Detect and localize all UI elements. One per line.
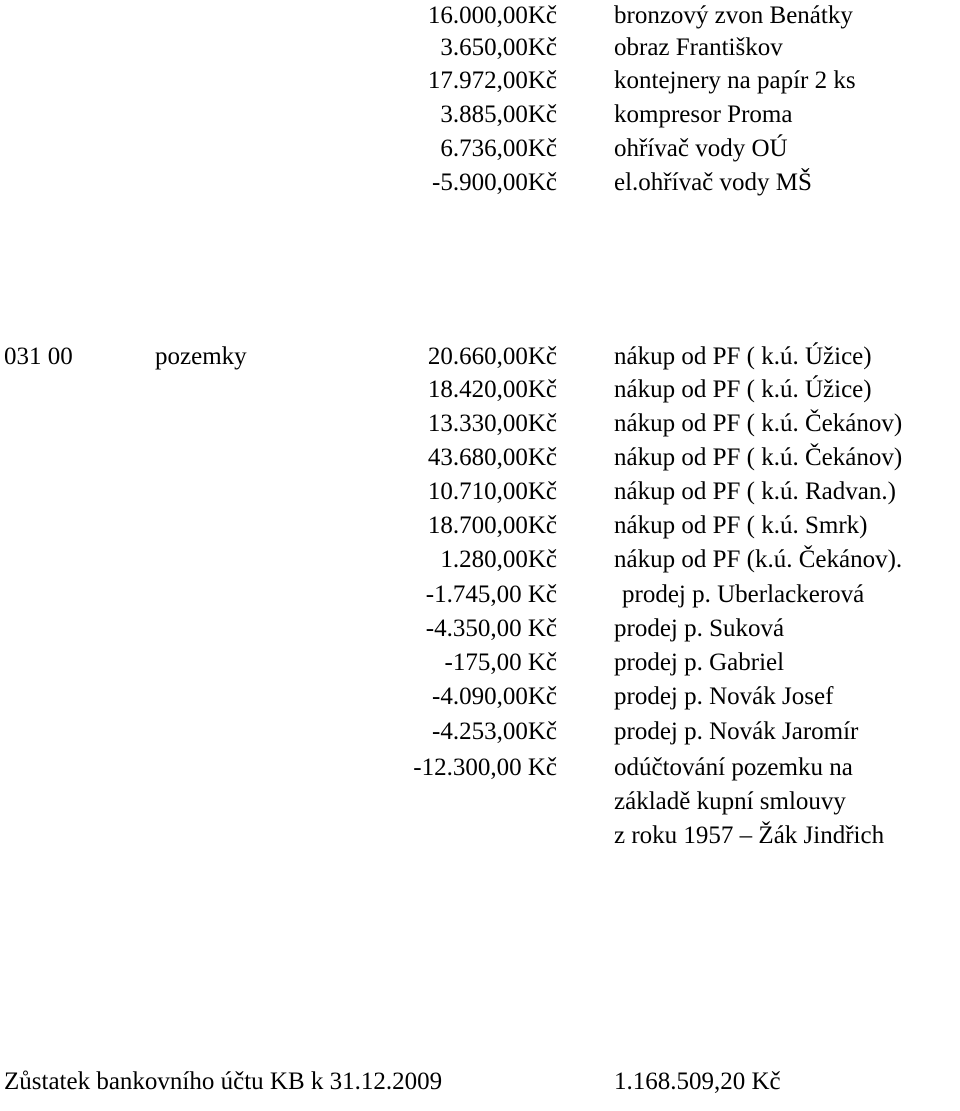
account-name: pozemky: [155, 343, 247, 370]
amount: 16.000,00Kč: [427, 2, 557, 29]
description: kontejnery na papír 2 ks: [614, 67, 856, 94]
table-row: [0, 544, 960, 576]
table-row: [0, 647, 960, 679]
description: odúčtování pozemku na: [614, 754, 853, 781]
account-number: 031 00: [4, 343, 73, 370]
amount: 3.650,00Kč: [440, 34, 557, 61]
table-row: [0, 681, 960, 713]
description: nákup od PF ( k.ú. Úžice): [614, 343, 872, 370]
table-row: [0, 32, 960, 64]
description: základě kupní smlouvy: [614, 788, 846, 815]
table-row: [0, 341, 960, 373]
amount: -1.745,00 Kč: [425, 581, 557, 608]
amount: -175,00 Kč: [444, 649, 557, 676]
amount: -5.900,00Kč: [432, 169, 557, 196]
description: el.ohřívač vody MŠ: [614, 169, 812, 196]
description: prodej p. Novák Jaromír: [614, 718, 859, 745]
balance-row: [0, 1066, 960, 1098]
description: nákup od PF ( k.ú. Radvan.): [614, 478, 896, 505]
description: obraz Františkov: [614, 34, 783, 61]
amount: 6.736,00Kč: [440, 135, 557, 162]
balance-label: Zůstatek bankovního účtu KB k 31.12.2009: [4, 1068, 443, 1095]
amount: 10.710,00Kč: [427, 478, 557, 505]
table-row: [0, 167, 960, 199]
description: ohřívač vody OÚ: [614, 135, 788, 162]
description-continuation: [0, 820, 960, 852]
amount: 20.660,00Kč: [427, 343, 557, 370]
description: nákup od PF ( k.ú. Čekánov): [614, 410, 903, 437]
description-continuation: [0, 786, 960, 818]
table-row: [0, 752, 960, 784]
table-row: [0, 716, 960, 748]
table-row: [0, 65, 960, 97]
description: bronzový zvon Benátky: [614, 2, 853, 29]
table-row: [0, 510, 960, 542]
description: prodej p. Uberlackerová: [622, 581, 865, 608]
amount: -12.300,00 Kč: [413, 754, 557, 781]
table-row: [0, 579, 960, 611]
description: nákup od PF ( k.ú. Čekánov): [614, 444, 903, 471]
amount: 18.700,00Kč: [427, 512, 557, 539]
description: kompresor Proma: [614, 101, 793, 128]
balance-value: 1.168.509,20 Kč: [614, 1068, 781, 1095]
description: nákup od PF ( k.ú. Úžice): [614, 376, 872, 403]
description: prodej p. Novák Josef: [614, 683, 834, 710]
amount: -4.253,00Kč: [432, 718, 557, 745]
amount: 18.420,00Kč: [427, 376, 557, 403]
table-row: [0, 0, 960, 32]
table-row: [0, 613, 960, 645]
amount: 13.330,00Kč: [427, 410, 557, 437]
table-row: [0, 408, 960, 440]
description: prodej p. Gabriel: [614, 649, 785, 676]
description: z roku 1957 – Žák Jindřich: [614, 822, 885, 849]
table-row: [0, 442, 960, 474]
description: nákup od PF ( k.ú. Smrk): [614, 512, 868, 539]
amount: 3.885,00Kč: [440, 101, 557, 128]
amount: -4.090,00Kč: [432, 683, 557, 710]
description: prodej p. Suková: [614, 615, 785, 642]
table-row: [0, 133, 960, 165]
amount: -4.350,00 Kč: [425, 615, 557, 642]
table-row: [0, 99, 960, 131]
description: nákup od PF (k.ú. Čekánov).: [614, 546, 903, 573]
table-row: [0, 476, 960, 508]
amount: 17.972,00Kč: [427, 67, 557, 94]
amount: 1.280,00Kč: [440, 546, 557, 573]
amount: 43.680,00Kč: [427, 444, 557, 471]
table-row: [0, 374, 960, 406]
